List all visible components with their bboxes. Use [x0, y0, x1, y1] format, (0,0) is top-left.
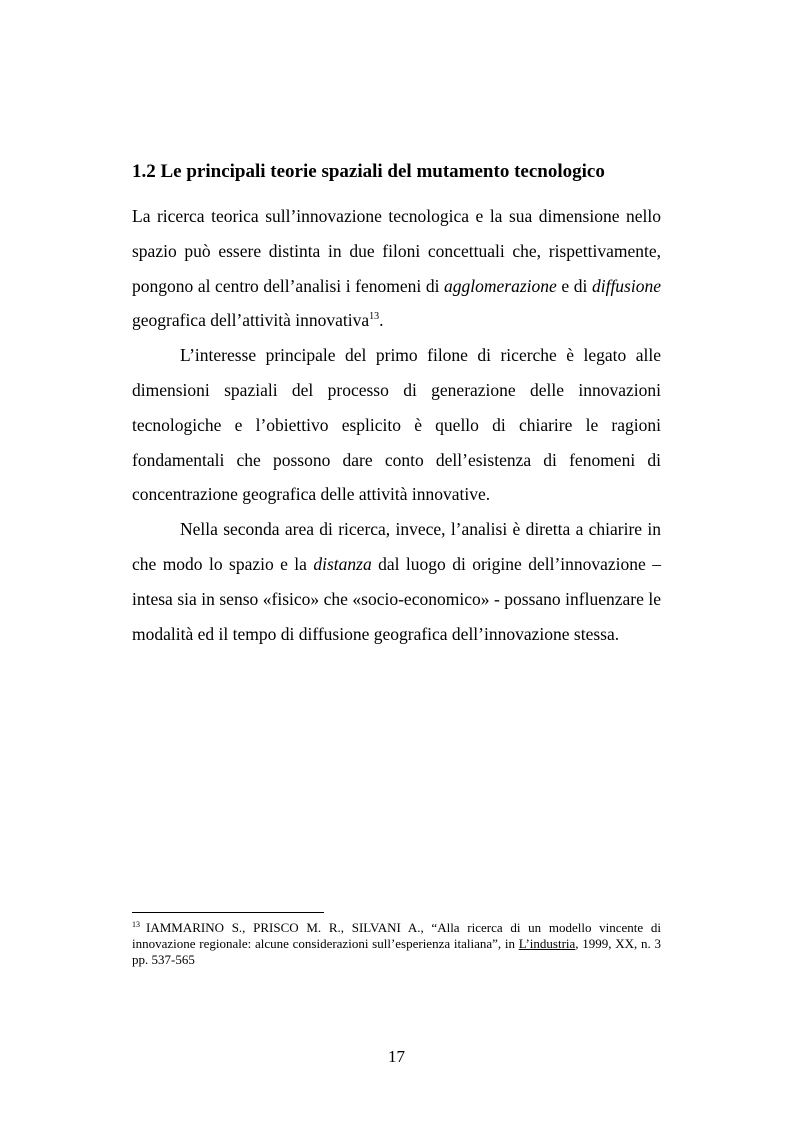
paragraph-3: [132, 512, 661, 651]
footnote-journal: L’industria: [518, 936, 576, 951]
footnote-text-b: , 1999, XX, n. 3 pp. 537-565: [132, 936, 661, 967]
paragraph-1-text-d: .: [379, 310, 384, 331]
paragraph-3-text-b: dal luogo di origine dell’innovazione – intesa sia in senso «fisico» che «socio-economico» - possano influenzare le modalità ed il tempo di diffusione geografica dell’innovazione stessa.: [132, 553, 661, 644]
footnote-separator: [132, 912, 324, 913]
footnote-text-a: IAMMARINO S., PRISCO M. R., SILVANI A., “Alla ricerca di un modello vincente di innovazione regionale: alcune considerazioni sull’esperienza italiana”, in: [132, 920, 661, 951]
paragraph-2: L’interesse principale del primo filone di ricerche è legato alle dimensioni spaziali del processo di generazione delle innovazioni tecnologiche e l’obiettivo esplicito è quello di chiarire le ragioni fondamentali che possono dare conto dell’esistenza di fenomeni di concentrazione geografica delle attività innovative.: [132, 345, 661, 505]
paragraph-1-text-c: geografica dell’attività innovativa: [132, 310, 370, 331]
paragraph-1-text-b: e di: [556, 275, 592, 296]
page-number: 17: [388, 1047, 405, 1066]
term-diffusione: diffusione: [591, 275, 661, 296]
paragraph-3-text-a: Nella seconda area di ricerca, invece, l’analisi è diretta a chiarire in che modo lo spazio e la: [132, 519, 661, 574]
term-distanza: distanza: [313, 553, 372, 574]
body-text: [132, 199, 661, 651]
section-heading: 1.2 Le principali teorie spaziali del mutamento tecnologico: [132, 161, 605, 182]
term-agglomerazione: agglomerazione: [444, 275, 557, 296]
footnote-reference[interactable]: 13: [369, 311, 380, 323]
footnote-mark: 13: [132, 919, 140, 929]
paragraph-1: [132, 199, 661, 338]
paragraph-1-text-a: La ricerca teorica sull’innovazione tecnologica e la sua dimensione nello spazio può essere distinta in due filoni concettuali che, rispettivamente, pongono al centro dell’analisi i fenomeni di: [132, 206, 661, 296]
footnote: [132, 920, 661, 968]
